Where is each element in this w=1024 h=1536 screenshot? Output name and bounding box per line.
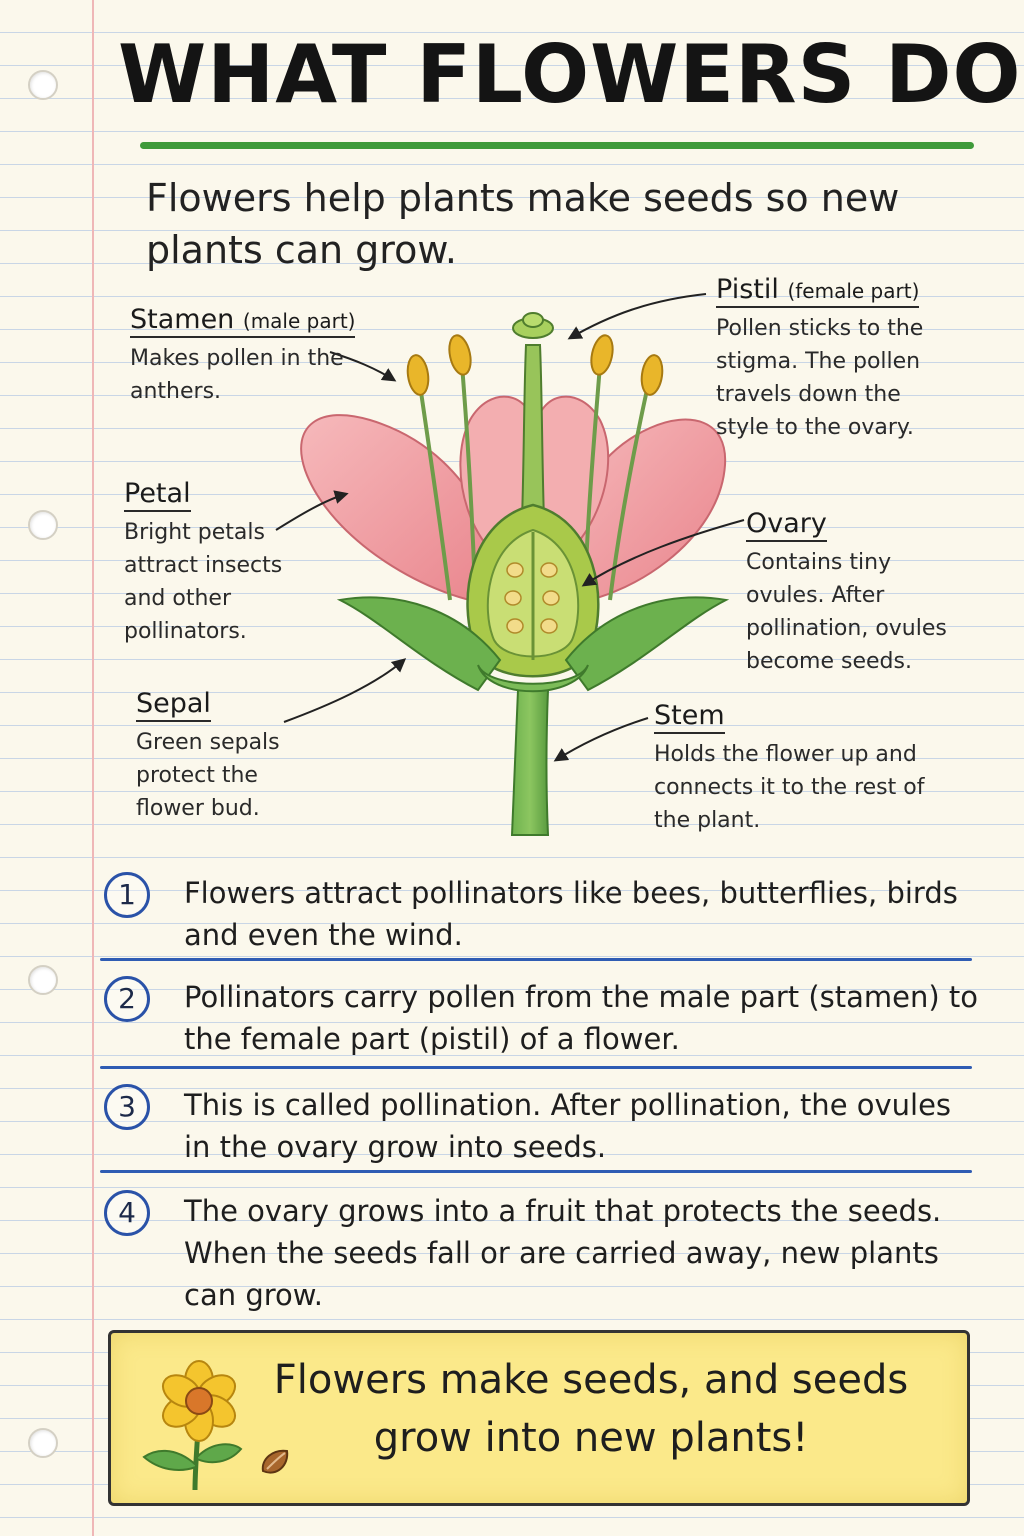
- step-text: Pollinators carry pollen from the male part (stamen) to the female part (pistil) of a flower.: [184, 980, 979, 1056]
- step-number-circle: 4: [104, 1190, 150, 1236]
- ovule: [541, 619, 557, 633]
- label-petal-body: Bright petals attract insects and other pollinators.: [124, 520, 283, 644]
- ovule: [505, 591, 521, 605]
- label-stamen: [130, 304, 360, 408]
- pistil-style: [522, 345, 544, 520]
- label-petal: [124, 478, 304, 648]
- label-pistil-title: Pistil: [716, 274, 779, 305]
- binder-hole: [28, 1428, 58, 1458]
- label-stem: [654, 700, 944, 837]
- anther: [639, 354, 664, 396]
- intro-text: Flowers help plants make seeds so new plants can grow.: [146, 176, 900, 272]
- label-stem-title: Stem: [654, 700, 725, 734]
- step-number-circle: 1: [104, 872, 150, 918]
- step-number-circle: 3: [104, 1084, 150, 1130]
- arrow-sepal: [284, 660, 404, 722]
- label-stamen-body: Makes pollen in the anthers.: [130, 346, 344, 404]
- label-ovary-title: Ovary: [746, 508, 827, 542]
- label-ovary: [746, 508, 966, 678]
- label-ovary-body: Contains tiny ovules. After pollination, ovules become seeds.: [746, 550, 947, 674]
- stigma-top: [523, 313, 543, 327]
- summary-text: Flowers make seeds, and seeds grow into new plants!: [273, 1357, 909, 1461]
- binder-hole: [28, 965, 58, 995]
- step-text: Flowers attract pollinators like bees, butterflies, birds and even the wind.: [184, 876, 958, 952]
- ovule: [543, 591, 559, 605]
- step-text: The ovary grows into a fruit that protects the seeds. When the seeds fall or are carried away, new plants can grow.: [184, 1194, 942, 1312]
- step-divider: [100, 1066, 972, 1069]
- anther: [446, 333, 474, 376]
- step-text: This is called pollination. After pollination, the ovules in the ovary grow into seeds.: [184, 1088, 952, 1164]
- step-divider: [100, 1170, 972, 1173]
- label-sepal-body: Green sepals protect the flower bud.: [136, 730, 280, 821]
- ovule: [507, 563, 523, 577]
- label-stem-body: Holds the flower up and connects it to the rest of the plant.: [654, 742, 925, 833]
- label-pistil-note: (female part): [787, 279, 920, 303]
- summary-box: [108, 1330, 970, 1506]
- label-pistil: [716, 274, 956, 444]
- arrow-stem: [556, 718, 648, 760]
- label-petal-title: Petal: [124, 478, 191, 512]
- label-stamen-title: Stamen: [130, 304, 235, 335]
- page-title: WHAT FLOWERS DO: [118, 28, 1022, 121]
- step-number-circle: 2: [104, 976, 150, 1022]
- ovule: [507, 619, 523, 633]
- label-pistil-body: Pollen sticks to the stigma. The pollen travels down the style to the ovary.: [716, 316, 924, 440]
- anther: [405, 354, 430, 396]
- step-divider: [100, 958, 972, 961]
- anther: [588, 333, 616, 376]
- label-stamen-note: (male part): [242, 309, 356, 333]
- label-sepal: [136, 688, 296, 825]
- label-sepal-title: Sepal: [136, 688, 211, 722]
- ovule: [541, 563, 557, 577]
- arrow-pistil: [570, 294, 706, 338]
- flower-stem: [512, 690, 548, 835]
